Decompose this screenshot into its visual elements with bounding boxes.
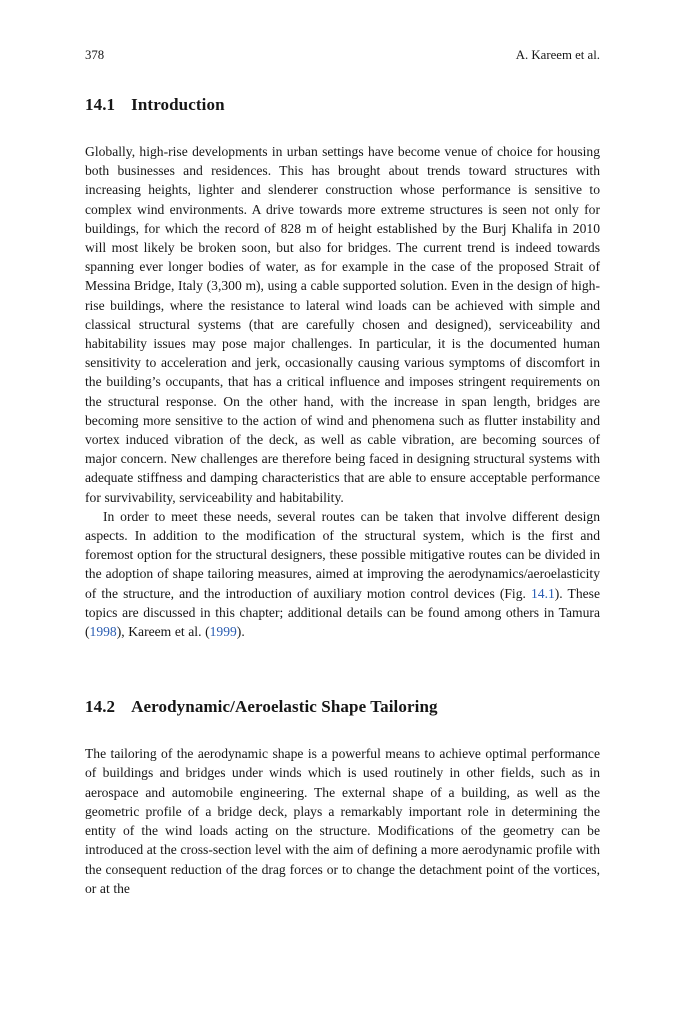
paragraph-intro-1: Globally, high-rise developments in urban settings have become venue of choice for housing both businesses and residences. This has brought about trends toward structures with increasing heights, lighter and slenderer construction whose performance is sensitive to complex wind environments. A drive towards more extreme structures is seen not only for buildings, for which the record of 828 m of height established by the Burj Khalifa in 2010 will most likely be broken soon, but also for bridges. The current trend is indeed towards spanning ever longer bodies of water, as for example in the case of the proposed Strait of Messina Bridge, Italy (3,300 m), using a cable supported solution. Even in the design of high-rise buildings, where the resistance to lateral wind loads can be achieved with simple and classical structural systems (that are carefully chosen and designed), serviceability and habitability issues may pose major challenges. In particular, it is the documented human sensitivity to acceleration and jerk, occasionally causing various symptoms of discomfort in the building’s occupants, that has a critical influence and imposes stringent requirements on the structural response. On the other hand, with the increase in span length, bridges are becoming more sensitive to the action of wind and phenomena such as flutter instability and vortex induced vibration of the deck, as well as cable vibration, are becoming sources of major concern. New challenges are therefore being faced in designing structural systems with adequate stiffness and damping characteristics that are able to ensure acceptable performance for survivability, serviceability and habitability. — [85, 144, 600, 505]
paragraph-text-segment: ). These topics are discussed in this chapter; additional details can be found among others in Tamura ( — [85, 585, 600, 640]
paragraph-intro-2 — [85, 507, 600, 641]
paragraph-text-segment: In order to meet these needs, several routes can be taken that involve different design aspects. In addition to the modification of the structural system, which is the first and foremost option for the structural designers, these possible mitigative routes can be divided in the adoption of shape tailoring measures, aimed at improving the aerodynamics/aeroelasticity of the structure, and the introduction of auxiliary motion control devices (Fig. — [85, 508, 600, 601]
running-head-authors: A. Kareem et al. — [515, 48, 600, 62]
section-heading-14-2 — [85, 697, 600, 717]
running-header — [85, 48, 600, 63]
page-number: 378 — [85, 48, 105, 62]
section-heading-14-1 — [85, 95, 600, 115]
citation-link-kareem-1999[interactable]: 1999 — [209, 624, 237, 640]
figure-reference-link[interactable]: 14.1 — [530, 585, 555, 601]
paragraph-text-segment: ), Kareem et al. ( — [116, 624, 210, 640]
section-number: 14.1 — [85, 95, 116, 114]
citation-link-tamura-1998[interactable]: 1998 — [89, 624, 117, 640]
section-number: 14.2 — [85, 697, 116, 717]
section-title: Aerodynamic/Aeroelastic Shape Tailoring — [131, 697, 438, 717]
section-title: Introduction — [131, 95, 225, 114]
paragraph-text-segment: ). — [236, 624, 245, 640]
paragraph-shape-tailoring-1: The tailoring of the aerodynamic shape is a powerful means to achieve optimal performance of buildings and bridges under winds which is used routinely in other fields, such as in aerospace and automobile engineering. The external shape of a building, as well as the geometric profile of a bridge deck, plays a remarkably important role in determining the entity of the wind loads acting on the structure. Modifications of the geometry can be introduced at the cross-section level with the aim of defining a more aerodynamic profile with the consequent reduction of the drag forces or to change the detachment point of the vortices, or at the — [85, 746, 600, 896]
